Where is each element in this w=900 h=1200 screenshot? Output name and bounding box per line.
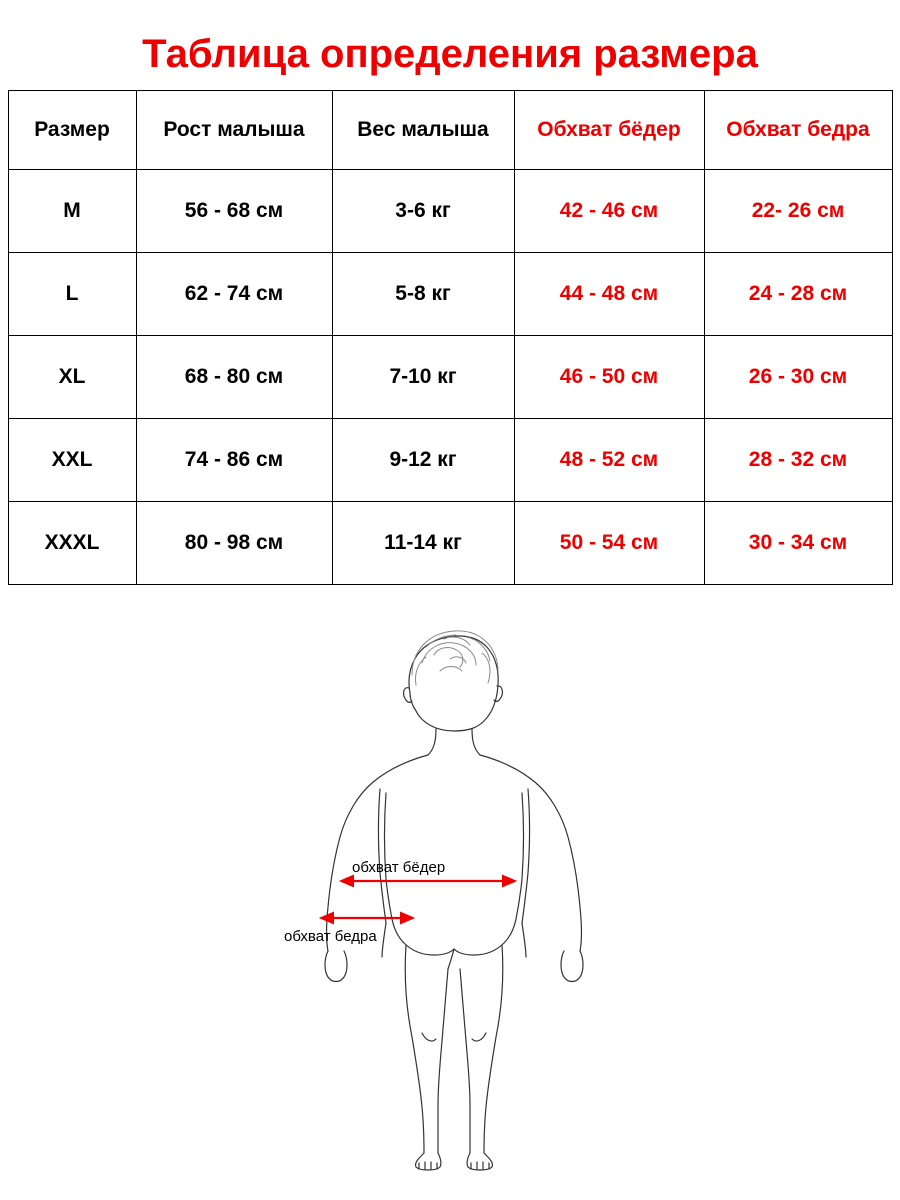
cell-weight: 9-12 кг [332, 419, 514, 502]
cell-weight: 7-10 кг [332, 336, 514, 419]
cell-hips: 50 - 54 см [514, 502, 704, 585]
cell-weight: 3-6 кг [332, 170, 514, 253]
header-thigh: Обхват бедра [704, 91, 892, 170]
cell-thigh: 30 - 34 см [704, 502, 892, 585]
thigh-label: обхват бедра [284, 928, 377, 945]
cell-size: M [8, 170, 136, 253]
cell-height: 74 - 86 см [136, 419, 332, 502]
cell-thigh: 22- 26 см [704, 170, 892, 253]
hips-measure-arrow [352, 859, 504, 881]
cell-hips: 42 - 46 см [514, 170, 704, 253]
size-table [8, 90, 893, 585]
cell-size: XL [8, 336, 136, 419]
table-row [8, 502, 892, 585]
header-size: Размер [8, 91, 136, 170]
cell-hips: 44 - 48 см [514, 253, 704, 336]
cell-thigh: 28 - 32 см [704, 419, 892, 502]
cell-size: XXL [8, 419, 136, 502]
cell-size: XXXL [8, 502, 136, 585]
table-row [8, 170, 892, 253]
cell-thigh: 24 - 28 см [704, 253, 892, 336]
cell-height: 80 - 98 см [136, 502, 332, 585]
cell-weight: 5-8 кг [332, 253, 514, 336]
cell-thigh: 26 - 30 см [704, 336, 892, 419]
cell-height: 56 - 68 см [136, 170, 332, 253]
page-title: Таблица определения размера [142, 32, 758, 76]
cell-height: 68 - 80 см [136, 336, 332, 419]
header-weight: Вес малыша [332, 91, 514, 170]
measurement-diagram [0, 593, 900, 1178]
table-row [8, 336, 892, 419]
cell-size: L [8, 253, 136, 336]
table-header-row [8, 91, 892, 170]
cell-weight: 11-14 кг [332, 502, 514, 585]
table-row [8, 253, 892, 336]
cell-hips: 48 - 52 см [514, 419, 704, 502]
header-hips: Обхват бёдер [514, 91, 704, 170]
hips-label: обхват бёдер [352, 859, 446, 876]
child-body-outline [325, 631, 583, 1170]
child-figure-svg [200, 593, 700, 1173]
table-row [8, 419, 892, 502]
cell-height: 62 - 74 см [136, 253, 332, 336]
cell-hips: 46 - 50 см [514, 336, 704, 419]
header-height: Рост малыша [136, 91, 332, 170]
